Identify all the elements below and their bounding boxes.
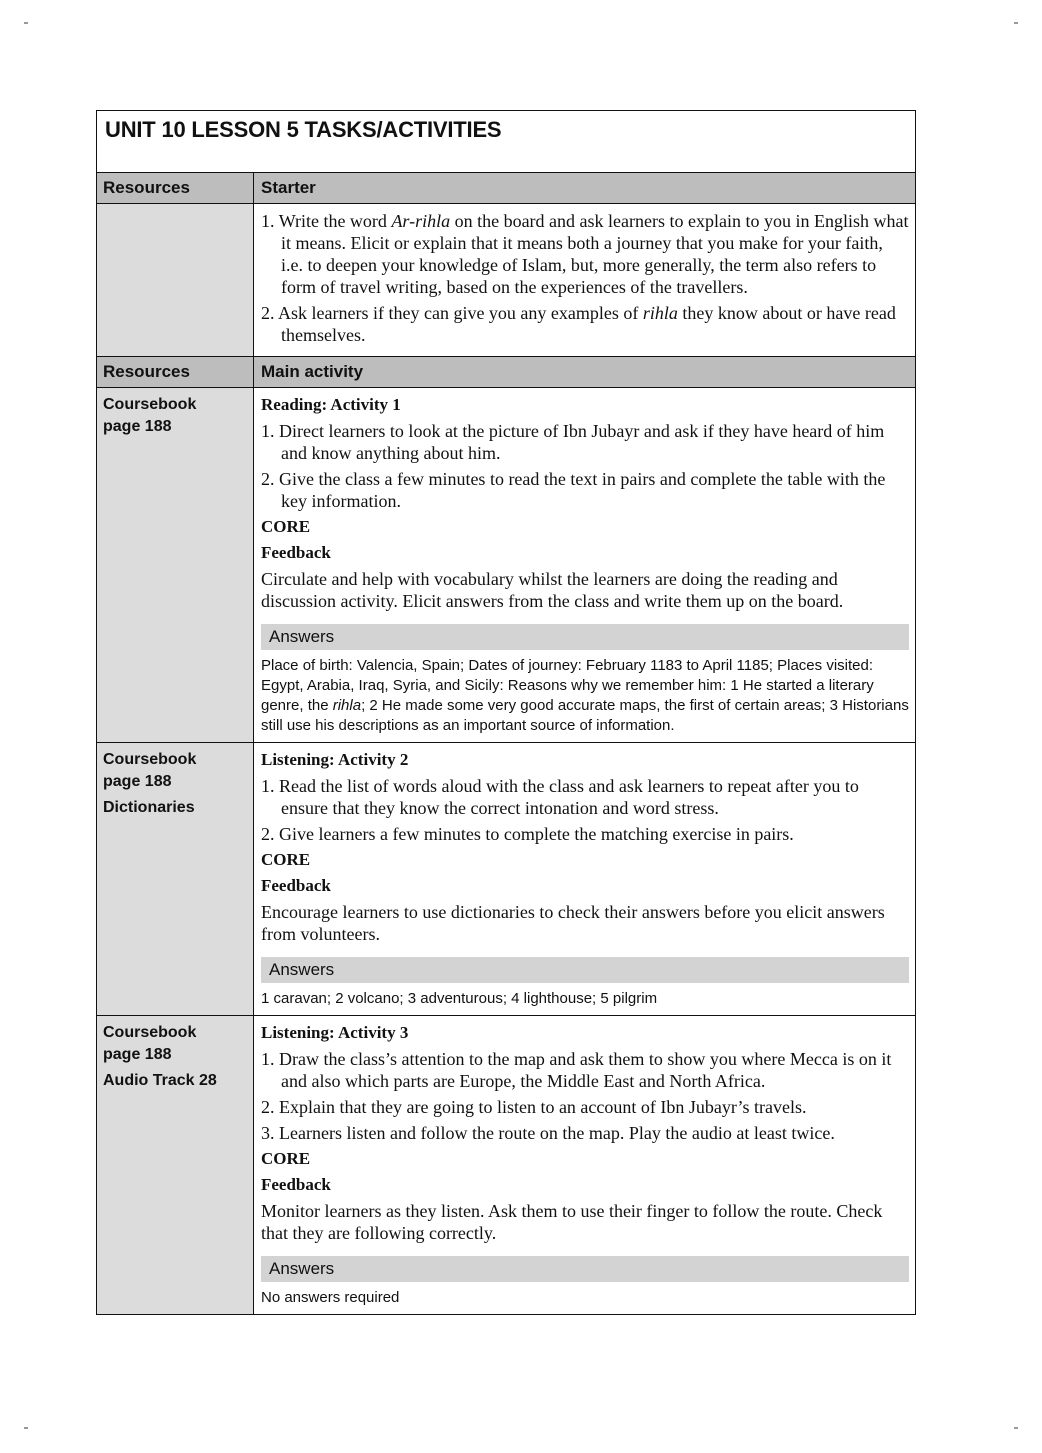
starter-content xyxy=(254,204,915,356)
activity-step: 1. Draw the class’s attention to the map and ask them to show you where Mecca is on it and also which parts are Europe, the Middle East and North Africa. xyxy=(261,1049,892,1091)
activity-resources xyxy=(97,1016,254,1314)
answers-text: No answers required xyxy=(261,1289,400,1306)
activity-row xyxy=(97,743,915,1016)
answers-label: Answers xyxy=(261,957,909,983)
feedback-text: Encourage learners to use dictionaries to check their answers before you elicit answers from volunteers. xyxy=(261,902,885,944)
activity-heading: Reading: Activity 1 xyxy=(261,395,401,414)
activity-row xyxy=(97,1016,915,1314)
resource-item: page 188 xyxy=(103,1046,172,1063)
crop-mark-bottom-left xyxy=(24,1427,28,1429)
crop-mark-bottom-right xyxy=(1014,1427,1018,1429)
feedback-label: Feedback xyxy=(261,1175,331,1194)
feedback-label: Feedback xyxy=(261,876,331,895)
starter-list xyxy=(261,210,909,346)
activity-resources xyxy=(97,388,254,742)
answers-label: Answers xyxy=(261,1256,909,1282)
activity-content xyxy=(254,1016,915,1314)
answers-text: Place of birth: Valencia, Spain; Dates of journey: February 1183 to April 1185; Places visited: Egypt, Arabia, Iraq, Syria, and Sicily: Reasons why we remember him: 1 He started a literary genre, the rihla; 2 He made some very good accurate maps, the first of certain areas; 3 Historians still use his descriptions as an important source of information. xyxy=(261,657,909,734)
answers-label: Answers xyxy=(261,624,909,650)
resources-header: Resources xyxy=(97,357,254,387)
resource-item: page 188 xyxy=(103,418,172,435)
activity-step: 2. Give learners a few minutes to complete the matching exercise in pairs. xyxy=(261,824,794,844)
crop-mark-top-left xyxy=(24,22,28,24)
resource-item: Coursebook xyxy=(103,751,197,768)
resource-item: Coursebook xyxy=(103,1024,197,1041)
main-activity-header: Main activity xyxy=(254,357,915,387)
activity-step: 1. Direct learners to look at the picture of Ibn Jubayr and ask if they have heard of him and know anything about him. xyxy=(261,421,885,463)
page-title: UNIT 10 LESSON 5 TASKS/ACTIVITIES xyxy=(97,111,915,173)
starter-header-row xyxy=(97,173,915,204)
activity-heading: Listening: Activity 2 xyxy=(261,750,409,769)
activity-resources xyxy=(97,743,254,1015)
activity-steps xyxy=(261,1048,909,1144)
lesson-table xyxy=(96,110,916,1315)
activity-steps xyxy=(261,775,909,845)
activity-row xyxy=(97,388,915,743)
resource-item: Coursebook xyxy=(103,396,197,413)
starter-row xyxy=(97,204,915,357)
activity-step: 2. Explain that they are going to listen to an account of Ibn Jubayr’s travels. xyxy=(261,1097,807,1117)
feedback-label: Feedback xyxy=(261,543,331,562)
starter-item: 2. Ask learners if they can give you any examples of rihla they know about or have read themselves. xyxy=(261,303,896,345)
activity-step: 2. Give the class a few minutes to read the text in pairs and complete the table with the key information. xyxy=(261,469,886,511)
feedback-text: Monitor learners as they listen. Ask them to use their finger to follow the route. Check that they are following correctly. xyxy=(261,1201,883,1243)
activity-content xyxy=(254,743,915,1015)
activity-step: 1. Read the list of words aloud with the class and ask learners to repeat after you to ensure that they know the correct intonation and word stress. xyxy=(261,776,859,818)
resource-item: Audio Track 28 xyxy=(103,1072,217,1089)
feedback-text: Circulate and help with vocabulary whilst the learners are doing the reading and discussion activity. Elicit answers from the class and write them up on the board. xyxy=(261,569,844,611)
answers-text: 1 caravan; 2 volcano; 3 adventurous; 4 lighthouse; 5 pilgrim xyxy=(261,990,658,1007)
crop-mark-top-right xyxy=(1014,22,1018,24)
resources-header: Resources xyxy=(97,173,254,203)
core-label: CORE xyxy=(261,850,311,869)
activity-content xyxy=(254,388,915,742)
starter-resources xyxy=(97,204,254,356)
main-header-row xyxy=(97,357,915,388)
starter-item: 1. Write the word Ar-rihla on the board and ask learners to explain to you in English what it means. Elicit or explain that it means both a journey that you make for your faith, i.e. to deepen your knowledge of Islam, but, more generally, the term also refers to form of travel writing, based on the experiences of the travellers. xyxy=(261,211,909,297)
resource-item: Dictionaries xyxy=(103,799,195,816)
activity-heading: Listening: Activity 3 xyxy=(261,1023,409,1042)
core-label: CORE xyxy=(261,1149,311,1168)
resource-item: page 188 xyxy=(103,773,172,790)
starter-header: Starter xyxy=(254,173,915,203)
core-label: CORE xyxy=(261,517,311,536)
activity-steps xyxy=(261,420,909,512)
activity-step: 3. Learners listen and follow the route on the map. Play the audio at least twice. xyxy=(261,1123,835,1143)
